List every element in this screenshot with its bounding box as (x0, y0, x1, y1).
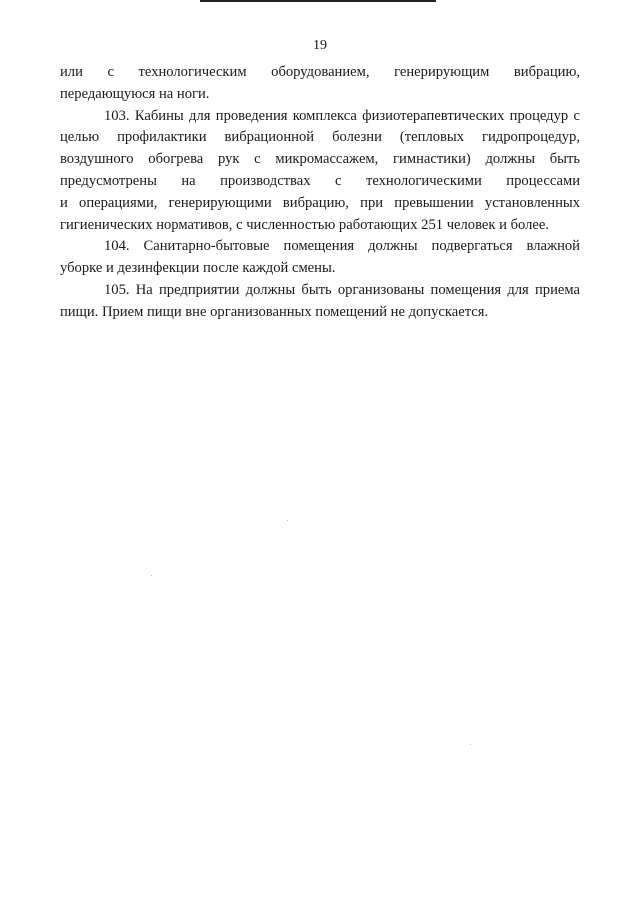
text-line: или с технологическим оборудованием, генерирующим вибрацию, (60, 64, 580, 80)
text-line: пищи. Прием пищи вне организованных помещений не допускается. (60, 303, 489, 320)
paragraph-104 (60, 236, 580, 280)
text-line: 103. Кабины для проведения комплекса физиотерапевтических процедур с (104, 107, 580, 124)
document-body (60, 62, 580, 324)
text-line: целью профилактики вибрационной болезни (тепловых гидропроцедур, (60, 129, 580, 146)
scan-speck (151, 575, 152, 576)
scan-speck (287, 520, 288, 521)
top-scan-rule (200, 0, 436, 2)
text-line: и операциями, генерирующими вибрацию, при превышении установленных (60, 194, 580, 211)
text-line: воздушного обогрева рук с микромассажем, гимнастики) должны быть (60, 151, 580, 168)
text-line: уборке и дезинфекции после каждой смены. (60, 260, 336, 277)
text-line: 104. Санитарно-бытовые помещения должны подвергаться влажной (104, 238, 580, 255)
paragraph-105 (60, 280, 580, 324)
text-line: 105. На предприятии должны быть организованы помещения для приема (104, 281, 580, 298)
page-number: 19 (313, 38, 327, 53)
scan-speck (470, 744, 471, 745)
paragraph-103 (60, 106, 580, 237)
paragraph-continuation (60, 62, 580, 106)
text-line: гигиенических нормативов, с численностью работающих 251 человек и более. (60, 216, 549, 233)
text-line: передающуюся на ноги. (60, 85, 210, 102)
text-line: предусмотрены на производствах с технологическими процессами (60, 172, 580, 189)
